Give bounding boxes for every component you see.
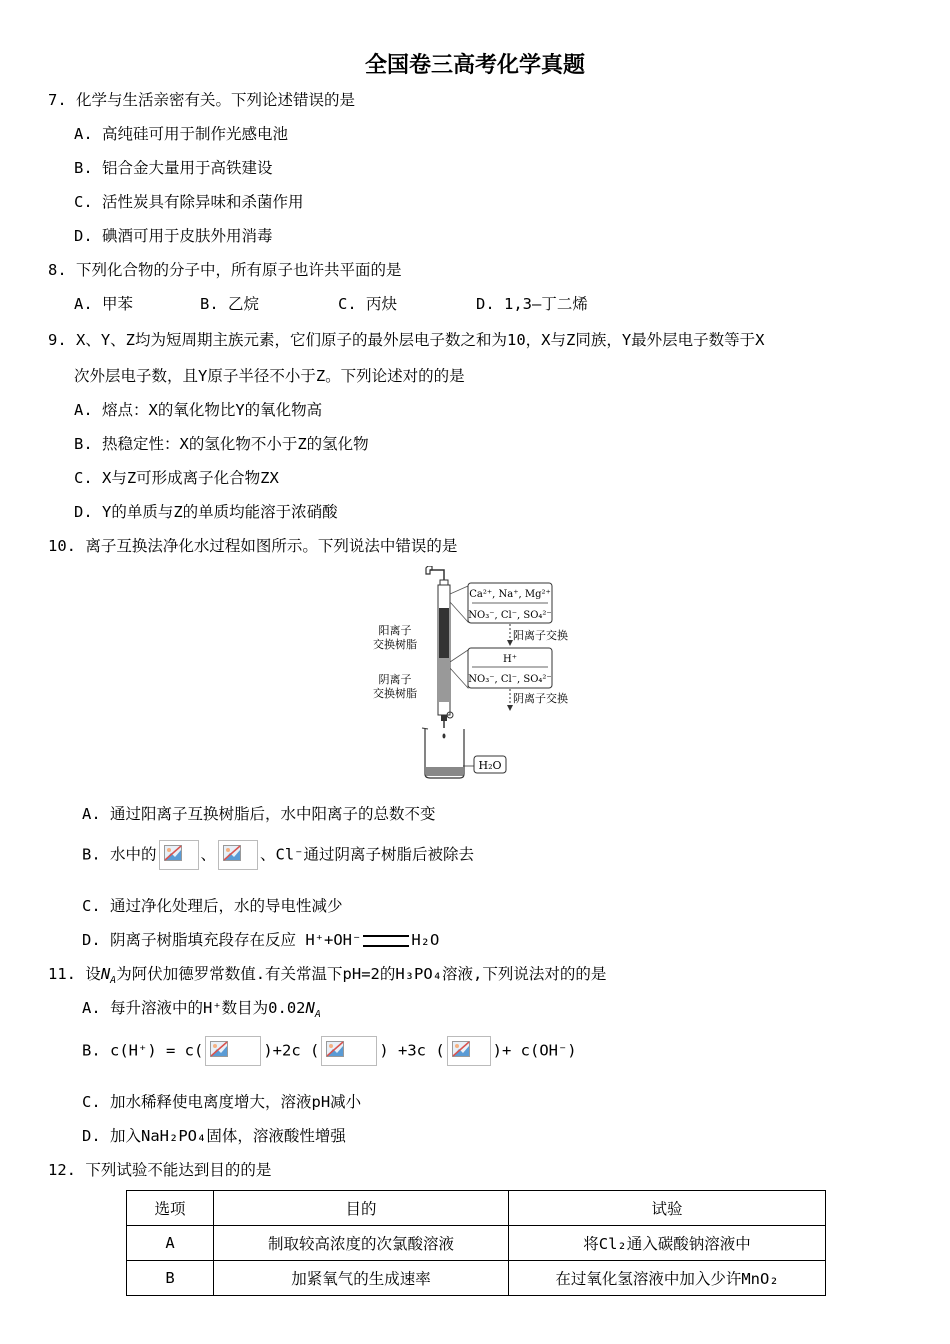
box1-cations: Ca²⁺, Na⁺, Mg²⁺ — [469, 589, 551, 600]
table-row — [127, 1226, 826, 1261]
q8-option-d: D. 1,3—丁二烯 — [476, 295, 588, 313]
q12-stem: 12. 下列试验不能达到目的的是 — [48, 1161, 272, 1179]
broken-image-icon — [321, 1036, 377, 1066]
broken-image-icon — [218, 840, 258, 870]
anion-resin-label-1: 阴离子 — [378, 673, 412, 686]
q11-option-b-mid2: ) +3c ( — [379, 1041, 445, 1060]
broken-image-icon — [447, 1036, 491, 1066]
table-header-cell: 目的 — [214, 1191, 509, 1226]
q7-option-d: D. 碘酒可用于皮肤外用消毒 — [74, 227, 273, 245]
q8-stem: 8. 下列化合物的分子中，所有原子也许共平面的是 — [48, 261, 402, 279]
q11-option-b — [82, 1036, 577, 1066]
q9-option-b: B. 热稳定性：X的氢化物不小于Z的氢化物 — [74, 435, 369, 453]
beaker-h2o-label: H₂O — [478, 759, 502, 772]
ion-exchange-diagram — [370, 566, 580, 781]
q10-option-b-sep: 、 — [200, 845, 217, 864]
q11-option-c: C. 加水稀释使电离度增大，溶液pH减小 — [82, 1093, 362, 1111]
q11-stem-mid: 为阿伏加德罗常数值.有关常温下pH=2的H₃PO₄溶液,下列说法对的的是 — [116, 965, 607, 983]
box2-cations: H⁺ — [503, 654, 517, 665]
q11-option-b-mid1: )+2c ( — [263, 1041, 320, 1060]
table-row — [127, 1261, 826, 1296]
table-cell: 将Cl₂通入碳酸钠溶液中 — [509, 1226, 826, 1261]
table-header-cell: 试验 — [509, 1191, 826, 1226]
q11-stem-pre: 11. 设 — [48, 965, 101, 983]
q9-option-d: D. Y的单质与Z的单质均能溶于浓硝酸 — [74, 503, 338, 521]
q7-option-a: A. 高纯硅可用于制作光感电池 — [74, 125, 288, 143]
q10-stem: 10. 离子互换法净化水过程如图所示。下列说法中错误的是 — [48, 537, 458, 555]
ion-exchange-figure — [370, 566, 580, 781]
q7-stem: 7. 化学与生活亲密有关。下列论述错误的是 — [48, 91, 355, 109]
q7-option-b: B. 铝合金大量用于高铁建设 — [74, 159, 273, 177]
q10-option-b — [82, 840, 474, 870]
q10-option-b-pre: B. 水中的 — [82, 845, 157, 864]
cation-resin-label-2: 交换树脂 — [373, 638, 417, 651]
table-cell: B — [127, 1261, 214, 1296]
q9-stem-line1: 9. X、Y、Z均为短周期主族元素，它们原子的最外层电子数之和为10，X与Z同族，Y最外层电子数等于X — [48, 331, 765, 349]
q10-option-b-post: 、Cl⁻通过阴离子树脂后被除去 — [260, 845, 475, 864]
q10-option-d — [82, 930, 439, 950]
q7-option-c: C. 活性炭具有除异味和杀菌作用 — [74, 193, 304, 211]
table-cell: 制取较高浓度的次氯酸溶液 — [214, 1226, 509, 1261]
arrow-cation-exchange: 阳离子交换 — [513, 629, 568, 642]
table-cell: 加紧氧气的生成速率 — [214, 1261, 509, 1296]
q11-option-b-pre: B. c(H⁺) = c( — [82, 1041, 204, 1060]
q10-option-a: A. 通过阳离子互换树脂后，水中阳离子的总数不变 — [82, 805, 436, 823]
table-cell: 在过氧化氢溶液中加入少许MnO₂ — [509, 1261, 826, 1296]
q10-option-d-pre: D. 阴离子树脂填充段存在反应 H⁺+OH⁻ — [82, 931, 362, 949]
q11-option-b-post: )+ c(OH⁻) — [492, 1041, 577, 1060]
q10-option-d-post: H₂O — [411, 931, 440, 949]
q11-option-d: D. 加入NaH₂PO₄固体，溶液酸性增强 — [82, 1127, 346, 1145]
equals-sign — [363, 935, 409, 947]
cation-resin-label-1: 阳离子 — [378, 624, 412, 637]
q10-option-c: C. 通过净化处理后，水的导电性减少 — [82, 897, 343, 915]
q9-option-c: C. X与Z可形成离子化合物ZX — [74, 469, 279, 487]
q8-option-a: A. 甲苯 — [74, 295, 133, 313]
box1-anions: NO₃⁻, Cl⁻, SO₄²⁻ — [468, 610, 552, 621]
page-title: 全国卷三高考化学真题 — [364, 53, 585, 78]
q9-option-a: A. 熔点：X的氧化物比Y的氧化物高 — [74, 401, 323, 419]
q11-stem-na: N — [100, 965, 111, 983]
broken-image-icon — [159, 840, 199, 870]
q12-table — [126, 1190, 826, 1296]
box2-anions: NO₃⁻, Cl⁻, SO₄²⁻ — [468, 674, 552, 685]
anion-resin-label-2: 交换树脂 — [373, 687, 417, 700]
q8-option-c: C. 丙炔 — [338, 295, 397, 313]
q8-option-b: B. 乙烷 — [200, 295, 259, 313]
q11-stem: 11. 设$N_A$为阿伏加德罗常数值.有关常温下pH=2的H₃PO₄溶液,下列说法对的的是 — [48, 965, 607, 987]
q9-stem-line2: 次外层电子数，且Y原子半径不小于Z。下列论述对的的是 — [74, 367, 465, 385]
arrow-anion-exchange: 阴离子交换 — [513, 692, 568, 705]
q11-option-a-text: A. 每升溶液中的H⁺数目为0.02 — [82, 999, 306, 1017]
q11-option-a: A. 每升溶液中的H⁺数目为$0.02N_A$ — [82, 999, 321, 1021]
broken-image-icon — [205, 1036, 261, 1066]
table-cell: A — [127, 1226, 214, 1261]
table-header-row — [127, 1191, 826, 1226]
table-header-cell: 选项 — [127, 1191, 214, 1226]
